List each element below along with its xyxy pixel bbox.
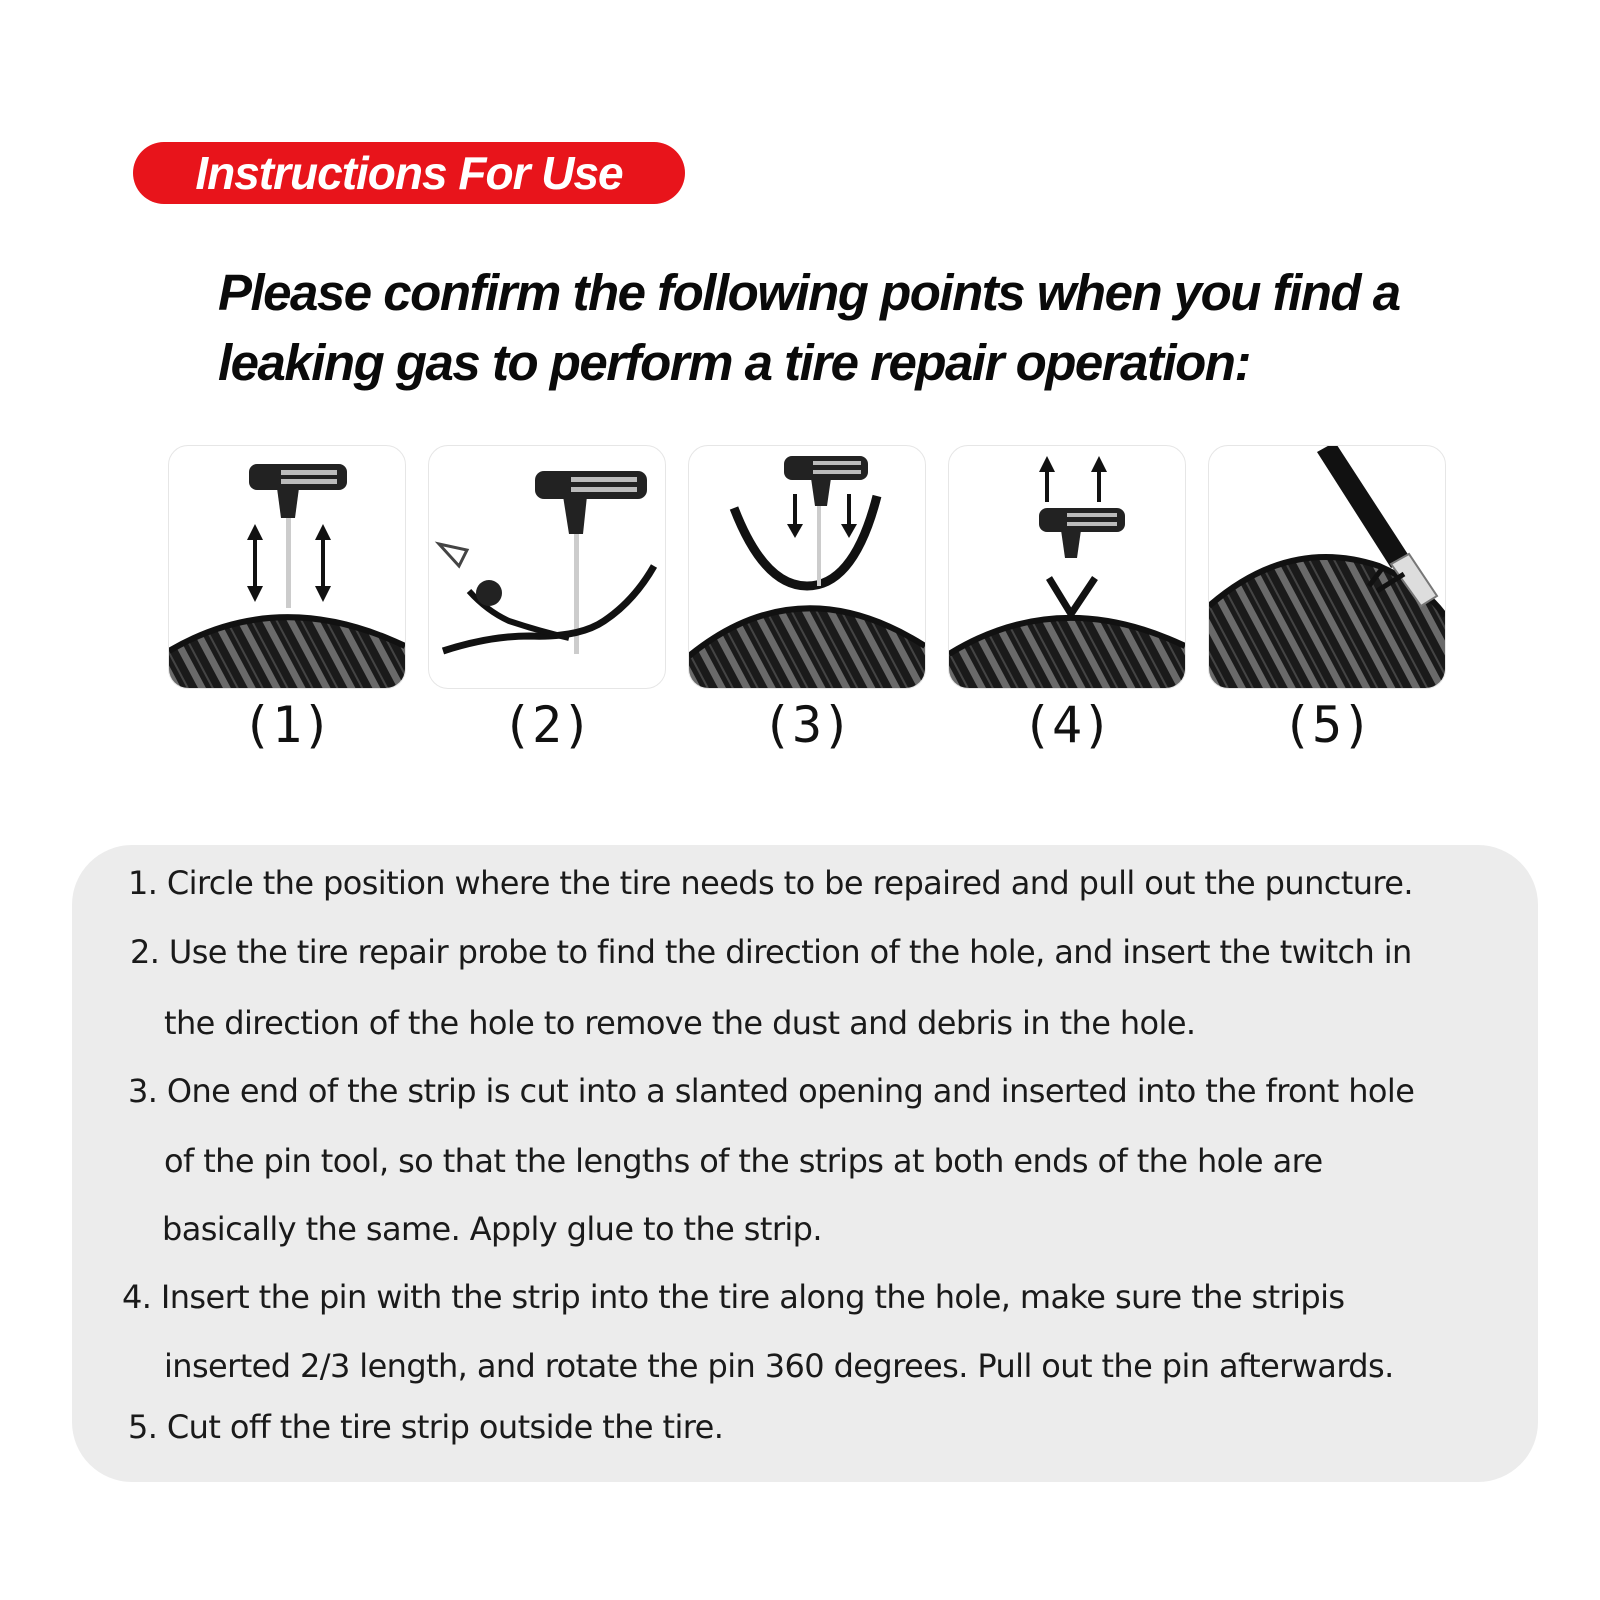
badge-label: Instructions For Use [195,147,623,199]
instruction-line: inserted 2/3 length, and rotate the pin 360 degrees. Pull out the pin afterwards. [164,1347,1394,1385]
subtitle-line-1: Please confirm the following points when you find a [218,264,1400,321]
instruction-line: 4. Insert the pin with the strip into the tire along the hole, make sure the stripis [122,1278,1345,1316]
cut-strip-icon [1208,445,1446,689]
instructions-badge [133,142,685,204]
tire-probe-up-down-icon [168,445,406,689]
insert-strip-icon [688,445,926,689]
subtitle-line-2: leaking gas to perform a tire repair operation: [218,334,1250,391]
subtitle [218,258,1518,398]
step-label: (1) [241,696,333,754]
instruction-line: 3. One end of the strip is cut into a slanted opening and inserted into the front hole [128,1072,1415,1110]
step-2 [428,445,666,755]
step-3 [688,445,926,755]
instruction-line: 5. Cut off the tire strip outside the tire. [128,1408,724,1446]
instruction-line: basically the same. Apply glue to the strip. [162,1210,822,1248]
step-label: (5) [1281,696,1373,754]
step-4 [948,445,1186,755]
instruction-line: the direction of the hole to remove the dust and debris in the hole. [164,1004,1196,1042]
instruction-line: of the pin tool, so that the lengths of the strips at both ends of the hole are [164,1142,1323,1180]
step-label: (4) [1021,696,1113,754]
step-label: (2) [501,696,593,754]
tire-strip-threading-icon [428,445,666,689]
instruction-line: 1. Circle the position where the tire needs to be repaired and pull out the puncture. [128,864,1413,902]
pull-out-pin-icon [948,445,1186,689]
instruction-line: 2. Use the tire repair probe to find the direction of the hole, and insert the twitch in [130,933,1412,971]
step-1 [168,445,406,755]
steps-row [0,445,1600,755]
step-label: (3) [761,696,853,754]
step-5 [1208,445,1446,755]
